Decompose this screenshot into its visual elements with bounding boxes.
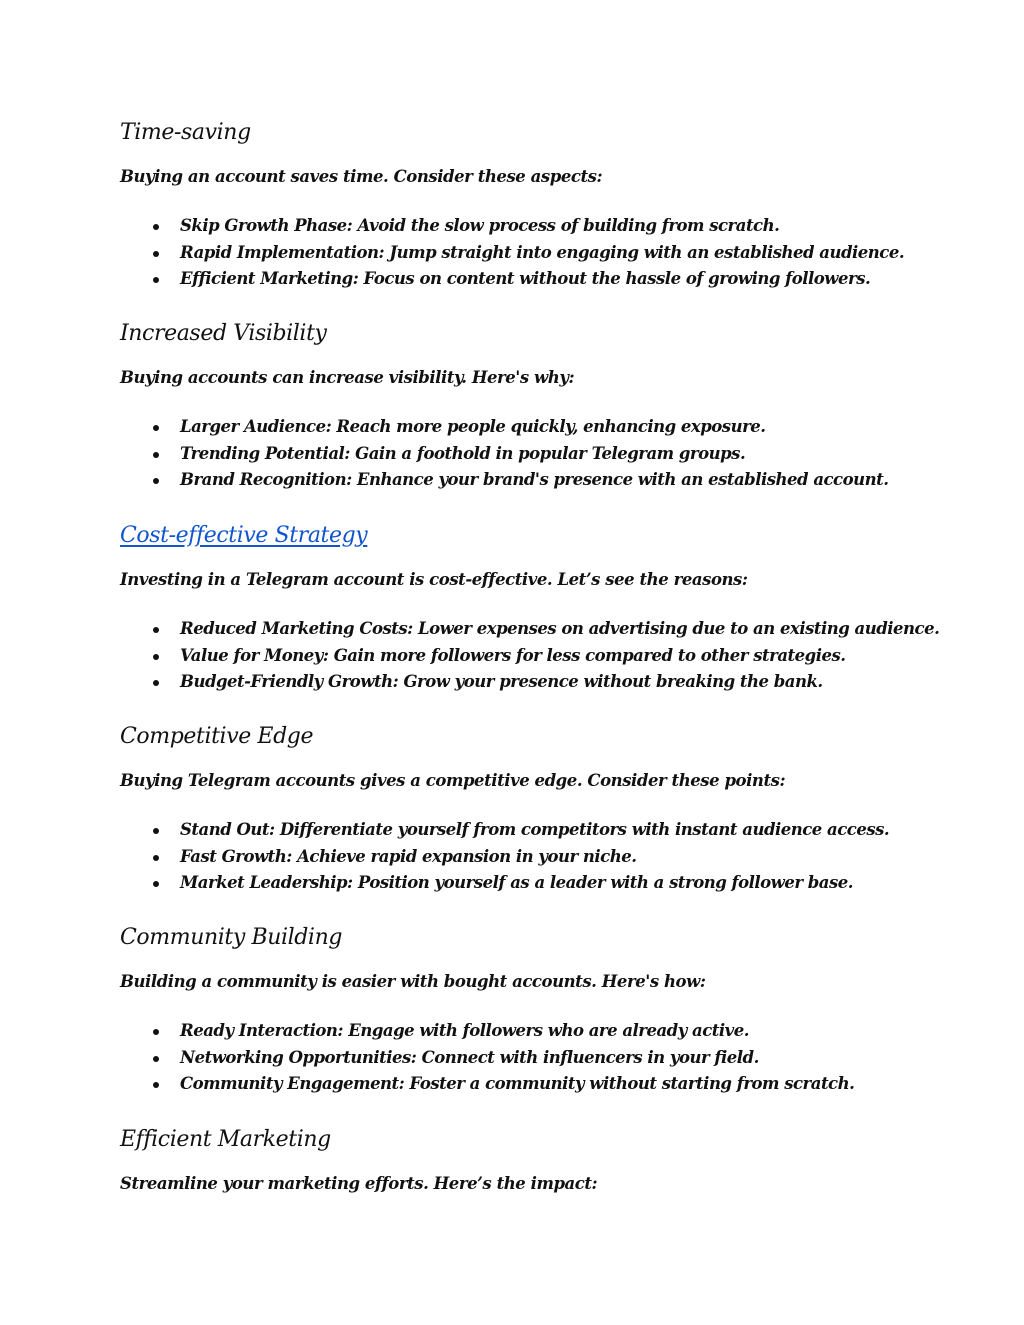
section-competitive-edge bbox=[120, 722, 920, 893]
list-item-text: Market Leadership: Position yourself as a leader with a strong follower base. bbox=[180, 873, 854, 893]
bullet-list bbox=[120, 1018, 854, 1098]
bullet-list bbox=[120, 414, 888, 494]
list-item bbox=[120, 844, 889, 871]
list-item bbox=[120, 616, 939, 643]
list-item-text: Networking Opportunities: Connect with influencers in your field. bbox=[180, 1047, 759, 1067]
section-heading: Competitive Edge bbox=[120, 724, 314, 749]
section-intro: Investing in a Telegram account is cost-effective. Let’s see the reasons: bbox=[120, 570, 748, 589]
bullet-dot-icon bbox=[153, 425, 159, 431]
list-item-text: Rapid Implementation: Jump straight into engaging with an established audience. bbox=[180, 242, 905, 262]
list-item-text: Efficient Marketing: Focus on content without the hassle of growing followers. bbox=[180, 269, 871, 289]
section-increased-visibility bbox=[120, 319, 920, 490]
list-item bbox=[120, 870, 889, 897]
section-time-saving bbox=[120, 118, 920, 289]
bullet-dot-icon bbox=[153, 1056, 159, 1062]
section-intro: Building a community is easier with bought accounts. Here's how: bbox=[120, 972, 706, 991]
bullet-dot-icon bbox=[153, 1082, 159, 1088]
section-cost-effective-strategy bbox=[120, 521, 940, 692]
bullet-dot-icon bbox=[153, 828, 159, 834]
list-item-text: Larger Audience: Reach more people quickly, enhancing exposure. bbox=[180, 417, 766, 436]
bullet-dot-icon bbox=[153, 680, 159, 686]
list-item-text: Community Engagement: Foster a community without starting from scratch. bbox=[180, 1074, 855, 1094]
bullet-list bbox=[120, 213, 904, 293]
bullet-dot-icon bbox=[153, 881, 159, 887]
list-item-text: Brand Recognition: Enhance your brand's presence with an established account. bbox=[180, 470, 889, 490]
bullet-dot-icon bbox=[153, 654, 159, 660]
list-item bbox=[120, 1018, 854, 1045]
bullet-list bbox=[120, 817, 889, 897]
list-item bbox=[120, 414, 888, 441]
list-item bbox=[120, 266, 904, 293]
list-item bbox=[120, 669, 939, 696]
section-heading: Community Building bbox=[120, 925, 343, 950]
list-item bbox=[120, 817, 889, 844]
bullet-dot-icon bbox=[153, 251, 159, 257]
section-community-building bbox=[120, 923, 920, 1094]
list-item-text: Stand Out: Differentiate yourself from competitors with instant audience access. bbox=[180, 820, 890, 839]
list-item-text: Value for Money: Gain more followers for less compared to other strategies. bbox=[180, 645, 846, 665]
list-item bbox=[120, 441, 888, 468]
bullet-dot-icon bbox=[153, 224, 159, 230]
section-heading: Time-saving bbox=[120, 120, 251, 145]
section-heading: Increased Visibility bbox=[120, 321, 327, 346]
list-item bbox=[120, 1071, 854, 1098]
list-item bbox=[120, 213, 904, 240]
section-heading: Efficient Marketing bbox=[120, 1127, 331, 1152]
list-item bbox=[120, 467, 888, 494]
section-heading-link[interactable]: Cost-effective Strategy bbox=[120, 523, 368, 548]
bullet-dot-icon bbox=[153, 452, 159, 458]
list-item bbox=[120, 1045, 854, 1072]
list-item bbox=[120, 643, 939, 670]
list-item-text: Skip Growth Phase: Avoid the slow process of building from scratch. bbox=[180, 216, 780, 235]
bullet-list bbox=[120, 616, 939, 696]
section-intro: Buying accounts can increase visibility. Here's why: bbox=[120, 368, 575, 387]
list-item-text: Trending Potential: Gain a foothold in popular Telegram groups. bbox=[180, 443, 746, 463]
bullet-dot-icon bbox=[153, 1029, 159, 1035]
section-intro: Buying Telegram accounts gives a competitive edge. Consider these points: bbox=[120, 771, 786, 790]
section-intro: Streamline your marketing efforts. Here’s the impact: bbox=[120, 1174, 598, 1193]
bullet-dot-icon bbox=[153, 277, 159, 283]
list-item-text: Fast Growth: Achieve rapid expansion in your niche. bbox=[180, 846, 637, 866]
list-item-text: Reduced Marketing Costs: Lower expenses on advertising due to an existing audience. bbox=[180, 619, 940, 638]
section-intro: Buying an account saves time. Consider these aspects: bbox=[120, 167, 603, 186]
section-efficient-marketing bbox=[120, 1125, 920, 1193]
bullet-dot-icon bbox=[153, 627, 159, 633]
list-item-text: Budget-Friendly Growth: Grow your presence without breaking the bank. bbox=[180, 672, 823, 692]
list-item bbox=[120, 240, 904, 267]
bullet-dot-icon bbox=[153, 855, 159, 861]
bullet-dot-icon bbox=[153, 478, 159, 484]
list-item-text: Ready Interaction: Engage with followers who are already active. bbox=[180, 1021, 749, 1040]
